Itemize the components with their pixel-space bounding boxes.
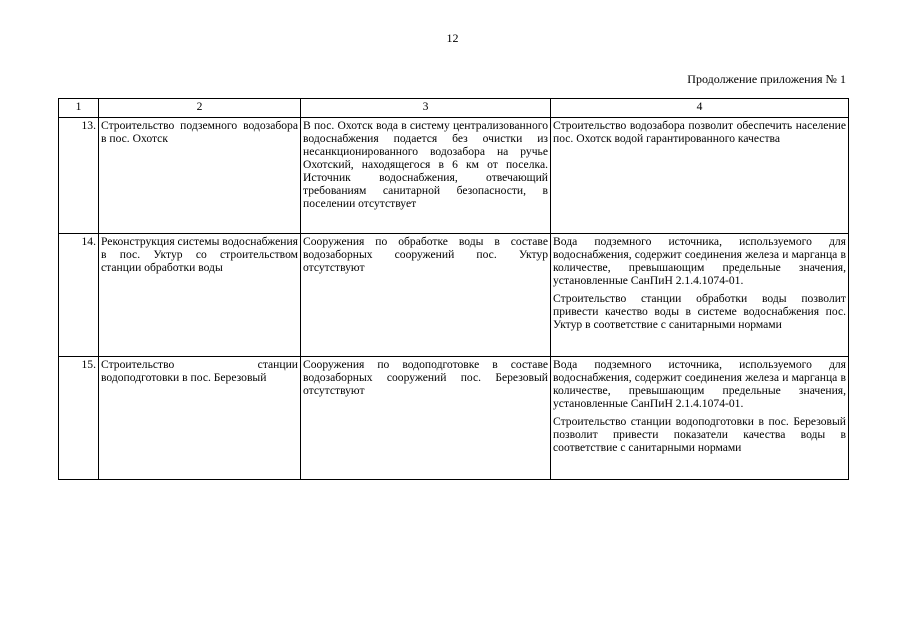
column-header-2: 2	[99, 99, 301, 118]
table-row	[59, 118, 849, 234]
row-number: 15.	[59, 357, 99, 480]
appendix-continuation-note: Продолжение приложения № 1	[687, 72, 846, 86]
table-row	[59, 234, 849, 357]
current-state: В пос. Охотск вода в систему централизованного водоснабжения подается без очистки из несанкционированного водозабора на ручье Охотский, находящегося в 6 км от поселка. Источник водоснабжения, отвечающий требованиям санитарной безопасности, в поселении отсутствует	[301, 118, 551, 234]
project-name: Строительство станции водоподготовки в пос. Березовый	[99, 357, 301, 480]
project-name: Реконструкция системы водоснабжения в пос. Уктур со строительством станции обработки воды	[99, 234, 301, 357]
column-header-4: 4	[551, 99, 849, 118]
expected-result	[551, 357, 849, 480]
result-paragraph: Строительство водозабора позволит обеспечить население пос. Охотск водой гарантированного качества	[553, 119, 846, 145]
row-number: 13.	[59, 118, 99, 234]
result-paragraph: Вода подземного источника, используемого для водоснабжения, содержит соединения железа и марганца в количестве, превышающим предельные значения, установленные СанПиН 2.1.4.1074-01.	[553, 358, 846, 410]
expected-result	[551, 118, 849, 234]
page-number: 12	[446, 31, 459, 45]
result-paragraph: Вода подземного источника, используемого для водоснабжения, содержит соединения железа и марганца в количестве, превышающим предельные значения, установленные СанПиН 2.1.4.1074-01.	[553, 235, 846, 287]
current-state: Сооружения по обработке воды в составе водозаборных сооружений пос. Уктур отсутствуют	[301, 234, 551, 357]
current-state: Сооружения по водоподготовке в составе водозаборных сооружений пос. Березовый отсутствуют	[301, 357, 551, 480]
column-header-1: 1	[59, 99, 99, 118]
table-row	[59, 357, 849, 480]
project-name: Строительство подземного водозабора в пос. Охотск	[99, 118, 301, 234]
column-header-3: 3	[301, 99, 551, 118]
expected-result	[551, 234, 849, 357]
projects-table	[58, 98, 849, 480]
result-paragraph: Строительство станции водоподготовки в пос. Березовый позволит привести показатели качества воды в соответствие с санитарными нормами	[553, 415, 846, 454]
result-paragraph: Строительство станции обработки воды позволит привести качество воды в системе водоснабжения пос. Уктур в соответствие с санитарными нормами	[553, 292, 846, 331]
table-header-row	[59, 99, 849, 118]
row-number: 14.	[59, 234, 99, 357]
